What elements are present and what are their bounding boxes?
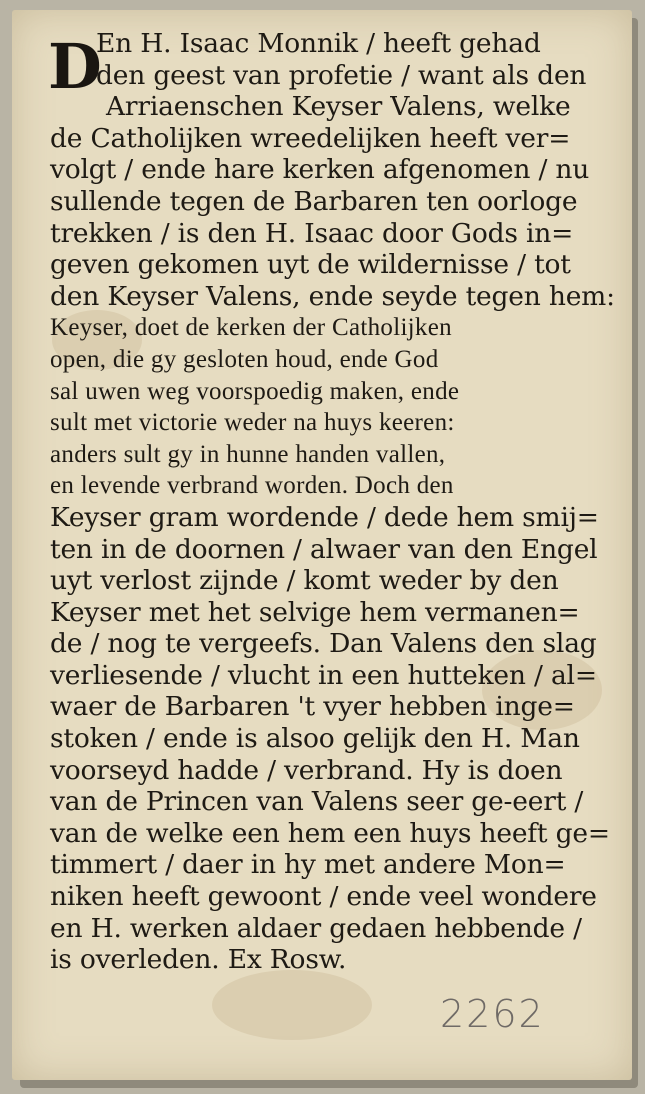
text-line: den Keyser Valens, ende seyde tegen hem:: [50, 280, 615, 312]
text-line: sullende tegen de Barbaren ten oorloge: [50, 185, 578, 217]
text-line: Keyser gram wordende / dede hem smij=: [50, 501, 599, 533]
text-line: stoken / ende is alsoo gelijk den H. Man: [50, 723, 580, 755]
text-line: Keyser met het selvige hem vermanen=: [50, 596, 580, 628]
text-line: Keyser, doet de kerken der Catholijken: [50, 314, 452, 342]
text-line: voorseyd hadde / verbrand. Hy is doen: [50, 754, 563, 786]
text-line: geven gekomen uyt de wildernisse / tot: [50, 249, 571, 281]
text-line: En H. Isaac Monnik / heeft gehad: [96, 28, 541, 59]
text-line: sult met victorie weder na huys keeren:: [50, 409, 455, 437]
text-line: de Catholijken wreedelijken heeft ver=: [50, 122, 571, 154]
text-line: sal uwen weg voorspoedig maken, ende: [50, 377, 460, 405]
text-line: van de Princen van Valens seer ge-eert /: [50, 786, 584, 818]
drop-cap-initial: D: [48, 30, 102, 103]
text-line: Arriaenschen Keyser Valens, welke: [106, 91, 571, 123]
text-line: trekken / is den H. Isaac door Gods in=: [50, 217, 574, 249]
text-line: niken heeft gewoont / ende veel wondere: [50, 881, 597, 913]
text-line: timmert / daer in hy met andere Mon=: [50, 849, 566, 881]
text-line: volgt / ende hare kerken afgenomen / nu: [50, 154, 590, 186]
text-line: en levende verbrand worden. Doch den: [50, 472, 454, 500]
text-line: verliesende / vlucht in een hutteken / al=: [50, 659, 597, 691]
printed-text-block: [50, 28, 625, 976]
paper-stain: [212, 970, 372, 1040]
text-line: van de welke een hem een huys heeft ge=: [50, 817, 610, 849]
text-line: is overleden. Ex Rosw.: [50, 944, 347, 976]
text-line: waer de Barbaren 't vyer hebben inge=: [50, 691, 575, 723]
text-line: anders sult gy in hunne handen vallen,: [50, 440, 446, 468]
text-line: uyt verlost zijnde / komt weder by den: [50, 565, 559, 597]
inventory-number: 2262: [440, 992, 545, 1036]
text-line: open, die gy gesloten houd, ende God: [50, 345, 439, 373]
text-line: en H. werken aldaer gedaen hebbende /: [50, 912, 582, 944]
text-line: ten in de doornen / alwaer van den Engel: [50, 533, 598, 565]
text-line: den geest van profetie / want als den: [96, 59, 587, 91]
text-line: de / nog te vergeefs. Dan Valens den slag: [50, 628, 597, 660]
